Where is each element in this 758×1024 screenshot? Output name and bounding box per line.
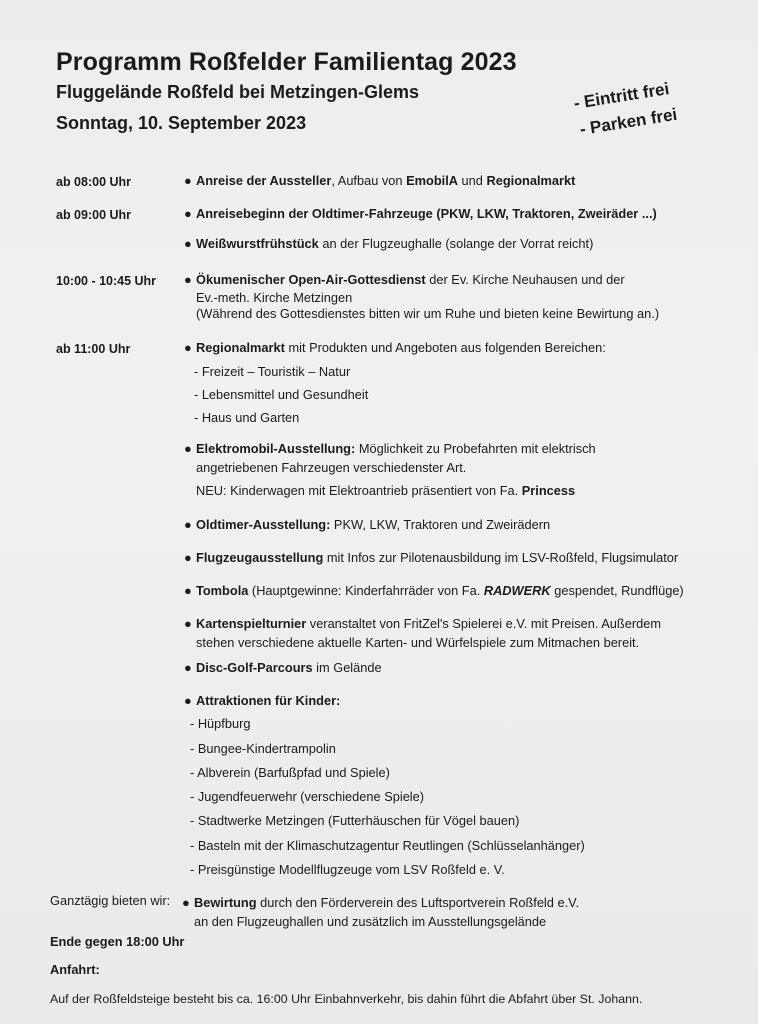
sub-item: - Preisgünstige Modellflugzeuge vom LSV Roßfeld e. V. [190, 862, 505, 877]
travel-text: Auf der Roßfeldsteige besteht bis ca. 16:00 Uhr Einbahnverkehr, bis dahin führt die Abfahrt über St. Johann. [50, 992, 643, 1006]
bullet-icon: ● [184, 206, 192, 221]
bullet-icon: ● [184, 173, 192, 188]
sub-item: - Lebensmittel und Gesundheit [194, 387, 369, 402]
bullet-icon: ● [182, 895, 190, 910]
sub-item: - Albverein (Barfußpfad und Spiele) [190, 765, 390, 780]
entry-line: stehen verschiedene aktuelle Karten- und Würfelspiele zum Mitmachen bereit. [196, 635, 640, 650]
sub-item: - Jugendfeuerwehr (verschiedene Spiele) [190, 789, 425, 804]
entry-title: Regionalmarkt [196, 340, 285, 355]
bullet-icon: ● [184, 693, 192, 708]
schedule-entry: ● Ökumenischer Open-Air-Gottesdienst der Ev. Kirche Neuhausen und der [184, 272, 625, 287]
sub-item: - Freizeit – Touristik – Natur [194, 364, 351, 379]
entry-title: Elektromobil-Ausstellung: [196, 441, 356, 456]
travel-heading: Anfahrt: [50, 962, 100, 977]
schedule-entry: ● Anreise der Aussteller, Aufbau von EmobilA und Regionalmarkt [184, 173, 576, 188]
time-label: ab 08:00 Uhr [56, 175, 132, 189]
schedule-entry: ● Weißwurstfrühstück an der Flugzeughalle (solange der Vorrat reicht) [184, 236, 594, 251]
bullet-icon: ● [184, 272, 192, 287]
free-parking-note: - Parken frei [578, 104, 679, 139]
schedule-entry [184, 693, 340, 708]
allday-entry: ● Bewirtung durch den Förderverein des Luftsportverein Roßfeld e.V. [182, 895, 580, 910]
sub-item: - Stadtwerke Metzingen (Futterhäuschen für Vögel bauen) [190, 813, 520, 828]
entry-line: an den Flugzeughallen und zusätzlich im Ausstellungsgelände [194, 914, 547, 929]
bullet-icon: ● [184, 441, 192, 456]
sub-item: - Bungee-Kindertrampolin [190, 741, 336, 756]
page-title: Programm Roßfelder Familientag 2023 [56, 48, 517, 76]
sub-item: - Hüpfburg [190, 716, 251, 731]
schedule-entry: ● Tombola (Hauptgewinne: Kinderfahrräder von Fa. RADWERK gespendet, Rundflüge) [184, 583, 684, 598]
entry-title: Oldtimer-Ausstellung: [196, 517, 331, 532]
entry-title: Weißwurstfrühstück [196, 236, 319, 251]
entry-title: Anreisebeginn der Oldtimer-Fahrzeuge (PKW, LKW, Traktoren, Zweiräder ...) [196, 206, 657, 221]
location-subtitle: Fluggelände Roßfeld bei Metzingen-Glems [56, 82, 420, 102]
sub-item: - Haus und Garten [194, 410, 300, 425]
bullet-icon: ● [184, 616, 192, 631]
schedule-entry: ● Elektromobil-Ausstellung: Möglichkeit zu Probefahrten mit elektrisch [184, 441, 596, 456]
entry-title: Disc-Golf-Parcours [196, 660, 313, 675]
entry-title: Ökumenischer Open-Air-Gottesdienst [196, 272, 426, 287]
schedule-entry: ● Oldtimer-Ausstellung: PKW, LKW, Traktoren und Zweirädern [184, 517, 551, 532]
end-time: Ende gegen 18:00 Uhr [50, 934, 185, 949]
allday-label: Ganztägig bieten wir: [50, 893, 171, 908]
entry-title: Attraktionen für Kinder: [196, 693, 341, 708]
time-label: 10:00 - 10:45 Uhr [56, 274, 157, 288]
date-subtitle: Sonntag, 10. September 2023 [56, 113, 307, 133]
schedule-entry: ● Kartenspielturnier veranstaltet von FritZel's Spielerei e.V. mit Preisen. Außerdem [184, 616, 661, 631]
entry-title: Tombola [196, 583, 249, 598]
entry-line: NEU: Kinderwagen mit Elektroantrieb präsentiert von Fa. Princess [196, 483, 576, 498]
entry-line: (Während des Gottesdienstes bitten wir um Ruhe und bieten keine Bewirtung an.) [196, 306, 660, 321]
free-entry-note: - Eintritt frei [572, 79, 671, 113]
time-label: ab 09:00 Uhr [56, 208, 132, 222]
bullet-icon: ● [184, 340, 192, 355]
schedule-entry: ● Regionalmarkt mit Produkten und Angeboten aus folgenden Bereichen: [184, 340, 606, 355]
entry-title: Bewirtung [194, 895, 257, 910]
entry-line: Ev.-meth. Kirche Metzingen [196, 290, 353, 305]
bullet-icon: ● [184, 550, 192, 565]
schedule-entry: ● Disc-Golf-Parcours im Gelände [184, 660, 382, 675]
entry-title: Anreise der Aussteller [196, 173, 332, 188]
bullet-icon: ● [184, 660, 192, 675]
entry-title: Flugzeugausstellung [196, 550, 324, 565]
bullet-icon: ● [184, 517, 192, 532]
schedule-entry [184, 206, 657, 221]
sub-item: - Basteln mit der Klimaschutzagentur Reutlingen (Schlüsselanhänger) [190, 838, 585, 853]
bullet-icon: ● [184, 236, 192, 251]
entry-line: angetriebenen Fahrzeugen verschiedenster Art. [196, 460, 467, 475]
schedule-entry: ● Flugzeugausstellung mit Infos zur Pilotenausbildung im LSV-Roßfeld, Flugsimulator [184, 550, 679, 565]
bullet-icon: ● [184, 583, 192, 598]
entry-title: Kartenspielturnier [196, 616, 307, 631]
time-label: ab 11:00 Uhr [56, 342, 131, 356]
